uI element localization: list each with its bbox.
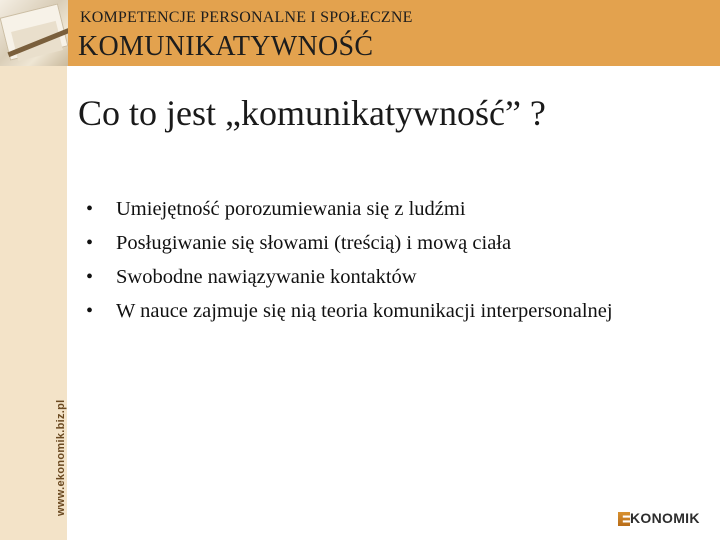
website-url: www.ekonomik.biz.pl [55,399,67,516]
bullet-item: • W nauce zajmuje się nią teoria komunikacji interpersonalnej [86,294,613,328]
bullet-item: • Swobodne nawiązywanie kontaktów [86,260,613,294]
logo-text: KONOMIK [630,510,700,526]
header-decorative-image [0,0,68,66]
bullet-item: • Umiejętność porozumiewania się z ludźmi [86,192,613,226]
logo-e-icon [618,512,630,526]
ekonomik-logo [618,504,704,532]
bullet-list [86,192,613,328]
bullet-item: • Posługiwanie się słowami (treścią) i mową ciała [86,226,613,260]
header-subtitle: KOMPETENCJE PERSONALNE I SPOŁECZNE [80,9,413,26]
header-title: KOMUNIKATYWNOŚĆ [78,31,374,62]
slide-title: Co to jest „komunikatywność” ? [78,93,546,133]
